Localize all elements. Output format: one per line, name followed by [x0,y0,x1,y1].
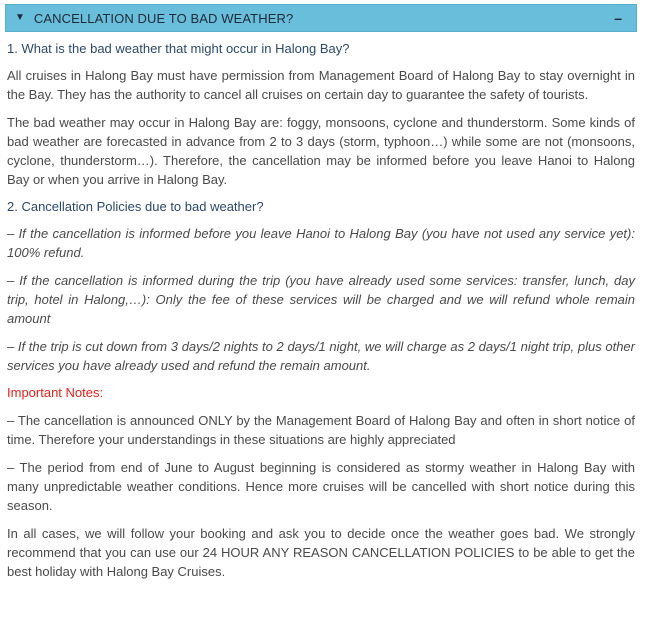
accordion-body [5,32,637,581]
caret-down-icon: ▼ [15,12,25,23]
closing-paragraph: In all cases, we will follow your booking and ask you to decide once the weather goes bad. We strongly recommend that you can use our 24 HOUR ANY REASON CANCELLATION POLICIES to be able to get the best holiday with Halong Bay Cruises. [7,526,635,579]
accordion-title: CANCELLATION DUE TO BAD WEATHER? [33,10,294,26]
accordion-header[interactable] [5,4,637,32]
collapse-toggle-icon[interactable]: – [614,10,622,26]
question-1: 1. What is the bad weather that might occur in Halong Bay? [7,41,350,56]
important-notes-heading: Important Notes: [7,385,104,400]
cancellation-accordion [5,4,637,590]
policy-trip-cut-down: – If the trip is cut down from 3 days/2 nights to 2 days/1 night, we will charge as 2 days/1 night trip, plus other services you have already used and refund the remain amount. [7,339,635,373]
note-stormy-season: – The period from end of June to August beginning is considered as stormy weather in Halong Bay with many unpredictable weather conditions. Hence more cruises will be cancelled with short notice during this season. [7,460,635,513]
paragraph-bad-weather: The bad weather may occur in Halong Bay are: foggy, monsoons, cyclone and thunderstorm. Some kinds of bad weather are forecasted in advance from 2 to 3 days (storm, typhoon…) while some are not (monsoons, cyclone, thunderstorm…). Therefore, the cancellation may be informed before you leave Hanoi to Halong Bay or when you arrive in Halong Bay. [7,115,635,187]
question-2: 2. Cancellation Policies due to bad weather? [7,199,264,214]
paragraph-permission: All cruises in Halong Bay must have permission from Management Board of Halong Bay to stay overnight in the Bay. They has the authority to cancel all cruises on certain day to guarantee the safety of tourists. [7,68,635,102]
policy-during-trip: – If the cancellation is informed during the trip (you have already used some services: transfer, lunch, day trip, hotel in Halong,…): Only the fee of these services will be charged and we will refund whole remain amount [7,273,635,326]
note-announcement: – The cancellation is announced ONLY by the Management Board of Halong Bay and often in short notice of time. Therefore your understandings in these situations are highly appreciated [7,413,635,447]
policy-before-leaving: – If the cancellation is informed before you leave Hanoi to Halong Bay (you have not used any service yet): 100% refund. [7,226,635,260]
